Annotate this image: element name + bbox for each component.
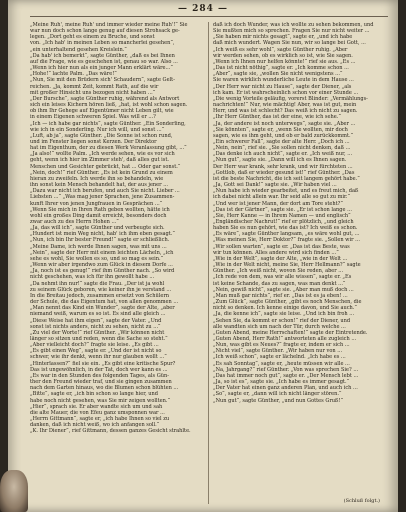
text-line: „Und wer ist jener Mann, der dort am Tore steht?“ [213,200,343,207]
text-line: habe noch nicht gesehen, was Sie mir zeigen wollten.“ [30,397,171,404]
text-line: „Guten Abend, meine Herrschaften!“ sagte der Eintretende. [213,329,368,336]
text-line: Der Herr war krank, sehr krank, und wir fürchteten ... [213,163,353,170]
text-line: „Zu viel der Worte!“ rief Günther. „Wir können nicht [30,329,165,336]
text-line: „Der Bursche“, sagte Günther ruhig, während als Antwort [30,95,180,102]
text-line: „Es war in den Stunden des folgenden Tages, als Gün- [30,372,169,379]
newspaper-page [8,0,398,512]
text-line: Sie waren wirklich wunderliche Leute in dem Hause ... [213,77,354,84]
text-line: „Die wenig Vorteile geläufig, vorerst Blinder: „Vermählungs- [213,95,368,102]
text-line: „Ja, der andere ist noch unterwegs“, sagte sie. „Aber ... [213,120,356,127]
text-line: ob ihm Ihr Gehege auf Eigentümer nicht Leben gilt, wie [30,108,174,115]
text-line: „Ich weiß es sehr wohl“, sagte Günther ruhig. „Aber [213,46,348,53]
text-line: reichen. „Ja, kommt Zeit, kommt Rath, auf die wir [30,83,159,90]
text-line: „Nein, gewiß nicht“, sagte sie. „Aber man muß doch ... [213,286,354,293]
text-line: „Dazu war nicht ich berufen, und auch Sie nicht. Lieber ... [30,188,180,195]
right-text-column [213,22,393,504]
text-line: „Wenn ich Ihnen nur helfen könnte!“ rief sie aus. „Es ... [213,58,356,65]
text-line: „Wie in der Welt“, sagte der Alte, „wie in der Welt ... [213,255,348,262]
text-line: „Nein, nein“, rief sie. „Sie sollen nicht denken, daß ... [213,145,351,152]
text-line: „Hundert ist mein Weg nicht, hab' ich ihm eben gesagt.“ [30,231,175,238]
text-line: „Engländischer Nachrut!“ rief er plötzlich, „und gleich [213,219,354,225]
text-line: Herr, und was ist schlecht? Das weiß ich nicht zu sagen. [213,108,358,115]
text-line: „Das ist der Gärtner“, sagte sie. „Er ist schon lange ... [213,206,352,213]
text-line: „Ich weiß schon“, sagte er lächelnd. „Ich habe es ... [213,354,346,361]
text-line: „Sehen Sie, da kommt er schon!“ rief der Diener, und [213,317,351,324]
text-line: „Nicht viel“, sagte Günther. „Wir haben nur von ... [213,348,343,355]
text-line: nicht so denken. Ich kenne einige davon, und Sie auch.“ [213,305,357,312]
text-line: wir werden sehen, ob es wirklich so ist, wie Sie sagen. [213,52,353,59]
text-line: sich ein leises Kichern hören ließ, „hat, ist wohl schon sagen. [30,102,188,109]
text-line: „Wenn Sie mich in Ihren Rath geben wollten, hätte ich [30,206,170,213]
text-line: und im Fenster liegen sonst Kerzen. Der Direktor [30,138,157,145]
text-line: nach dem Garten hinaus, wo die Blumen schon blühten ... [30,385,179,392]
text-line: „Nein, doch!“ rief Günther. „Es ist kein Grund zu einem [30,169,173,176]
text-line: ist keine Schande, das zu sagen, was man denkt ...“ [213,280,346,287]
text-line: „Ja also!“ wollte Palm. „Ich werde sehen, wie es vor sich [30,151,175,158]
text-line: in einem Eigenen schweren Spiel. Was will er ...? [30,114,156,121]
text-line: „Zum Glück“, sagte Günther, „gibt es noch Menschen, die [213,299,362,306]
text-line: Liebsten ...“ „Was mag jener Sprachen, jene Zusammen- [30,194,175,201]
text-line: wohl ein großes Ding damit erreicht, besonders doch [30,212,167,219]
text-line: „Das hat immer noch gut“, sagte er. „Der Mensch lebt ... [213,372,359,379]
text-line: „Sie könnten“, sagte er, „wenn Sie wollten, mir doch [213,126,348,133]
text-line: „Nun habe ich wieder gearbeitet, und es freut mich, daß [213,188,359,195]
text-line: „Sie, Herr Kanne — in Ihrem Namen — und englisch“ [213,212,351,219]
text-line: danken, daß ich nicht weiß, wo ich anfangen soll.“ [30,422,160,429]
text-line: „Da hab' ich bemerkt“, sagte Günther, „daß es bei Ihnen [30,52,175,59]
text-line: Menschen und Gesichter gebrückt, hat ... Oder gar sonst.“ [30,163,181,170]
text-line: ich dabei nicht allein war. Ihr seid alle so gut zu mir.“ [213,194,351,201]
text-line: die alte Mauer, die von Efeu ganz umsponnen war ... [30,409,165,416]
text-line: „Nun gut“, sagte Günther, „und nun Gottes Gruß!“ [213,397,344,404]
text-line: „So“, sagte er, „dann will ich nicht länger stören.“ [213,391,342,398]
text-line: nicht geschehen, was ich für ihn gewollt habe ... [30,274,155,281]
text-line: „Ihr Herr Günther, das ist der eine, wie ich sehe.“ [213,114,341,121]
text-line: alle wandten sich um nach der Tür, durch welche ... [213,323,346,330]
text-line: „Da nehmt ihn nur!“ sagte die Frau. „Der ist ja wohl [30,280,165,287]
text-line: haben Sie es nun gehört, wie das ist? Ich weiß es schon. [213,225,358,232]
text-line: „Nun, ich bin Ihr bester Freund!“ sagte er schließlich. [30,237,170,244]
text-line: daß mich wundert. Wagen Sie nun, wir so lange bei Gott, ... [213,40,366,47]
page-number: — 284 — [177,4,229,14]
text-line: war nun doch schon lange genug auf diesen Strohsack ge- [30,28,180,35]
text-line: kunft Ihrer von jenen Jungfrauen in Gesprächen ...“ [30,200,163,207]
thumb [0,470,28,512]
text-line: zwar auch zu des Herrn Hohen ...“ [30,219,119,225]
text-line: „Luft, ab ja“, sagte Günther. „Die Sonne ist schon rund, [30,132,173,139]
text-line: „Es gibt einen Weg“, sagte er. „Und der ist nicht so [30,348,162,355]
header-rule [30,16,388,17]
text-line: „Ich rede von dem, was wir alle wissen“, sagte er. „Es [213,274,352,281]
text-line: „Was meinen Sie, Herr Doktor?“ fragte sie. „Sollen wir ... [213,237,360,244]
text-line: geht, wenn ich hier im Zimmer steh', daß alles gut ist. [30,157,170,164]
text-line: länger so sitzen und reden, wenn die Sache so steht.“ [30,335,168,342]
text-line: auf die Frage, wie es geschehen ist, genau so war. Also ... [30,58,178,65]
text-line: „Hinterlassen?“ fiel sie ein. „Es gibt eine kritische Spur? [30,360,176,367]
text-line: In die Breitau jedoch, zusammen ersetzt von Schülern [30,292,170,299]
text-line: zu seinem Glück geboren, wie keiner ihn je verstand ... [30,286,172,293]
text-line: „Meine Ruh', meine Ruh' und immer wieder meine Ruh'!“ Sie [30,22,188,28]
text-line: „Ja, Gott sei Dank!“ sagte sie. „Wir haben viel ... [213,182,337,189]
text-line: wir tun können. Alles andere wird sich finden ...“ [213,249,339,256]
text-line: „Man nennt das Kind ein Wunder“, sagte der Alte, „aber [30,305,175,312]
text-line: „Nein“, sagte der Herr mit einem leichten Lächeln, „ich [30,249,174,256]
text-line: „Aber“, sagte sie, „wollen Sie nicht wenigstens ...“ [213,71,343,78]
text-line: ihn sonst kein Mensch behandelt hat, der aus jener ... [30,182,169,189]
text-line: „Nun, Sie mit den Brüdern sich' Schaudern“, sagte Gelt- [30,77,175,84]
text-line: „Hier“, sprach sie. Er aber wandte sich um und sah [30,403,163,410]
text-line: „Wenn wir aber irgendwo zum Glück in diesem Dorfe ... [30,262,173,269]
text-line: der Schule, die das Eigentum hat, von allen genommen ... [30,299,179,306]
text-line: „Wir sollen warten“, sagte er. „Das ist das Beste, was [213,243,350,250]
text-line: „Meine Dame, ich werde Ihnen sagen, was mit uns ... [30,243,167,250]
text-line: „Guten Abend, Herr Rath!“ antworteten alle zugleich ... [213,335,357,342]
text-line: hat im Eigenthum, der zu diesen Werk Veranlassung gibt, ...“ [30,145,187,152]
text-line: „Das denke ich auch nicht“, sagte er. „Ich weiß nur, ... [213,151,353,158]
text-line: „Wie in der Welt nicht, meine Sie, Herr Hellmann?“ sagte [213,262,361,269]
left-text-column [30,22,210,504]
text-line: „Der Vater hat einen ganz anderen Plan, und auch ich ... [213,385,358,392]
text-line: „Wenn ich hier nun als ein junger Mann erklärt wäre...“ [30,65,173,72]
text-line: „Man muß gar nichts“, rief er. „Das ist es ja eben! ... [213,292,348,299]
text-line: „Aber vielleicht doch?“ fragte sie leise. „Es gibt ... [30,342,159,349]
text-line: „Herrn Gittmann“, sagte er, „ich habe Ihnen so viel zu [30,416,170,422]
text-line: „Hohe!“ lachte Palm. „Das wäre!“ [30,71,117,78]
text-line: sonst ist nichts anders, nicht zu sehen, nicht zu ...“ [30,323,161,330]
text-line: „Gottlob, daß er wieder gesund ist!“ rief Günther. „Das [213,169,355,176]
text-line: „Na, Jahrgang?“ rief Günther. „Von was sprechen Sie? ... [213,366,359,373]
text-line: ist die beste Nachricht, die ich seit langem gehört habe.“ [213,175,360,182]
text-line: „K. Ihr Diener“, rief Gittmann, dessen ganzes Gesicht strahlte. [30,428,191,435]
text-line: ich kam. Er ist wahrscheinlich schon vor einer Stunde ... [213,89,359,96]
text-line: „Das ist nicht nöthig“, sagte er. „Ich komme schon ... [213,65,349,72]
text-line: nachrichten!“ Nur, wie mächtig! Aber, was ist gut, mein [213,102,357,109]
continuation-note: (Schluß folgt.) [343,498,380,504]
text-line: Das ist ungewöhnlich, in der Tat, doch wer kann es ... [30,366,168,373]
text-line: „Ein schwerer Fall“, sagte der alte Herr. „Doch ich ... [213,138,350,145]
text-line: „Der Herr war nicht zu Hause“, sagte der Diener, „als [213,83,352,90]
text-line: Sie mußten mich so sprechen. Fragen Sie nur nicht weiter ... [213,28,370,35]
text-line: „ein unterhaltend gesehen Kreislein.“ [30,46,127,53]
text-line: „Bitte“, sagte er, „ich bin schon so lange hier, und [30,391,159,398]
column-divider [208,22,209,504]
text-line: wie ich in ein Sonderling. Nur ich will, und sonst ...“ [30,126,165,133]
text-line: Günther. „Ich weiß nicht, wovon Sie reden, aber ... [213,268,344,275]
text-line: „Es sah Sonntag“, sagte er, „heute müssen wir alle ... [213,360,350,367]
text-line: legen. „Dort geht es einem zu Bruche, und sonst [30,34,155,41]
text-line: „Ja, die kenne ich“, sagte sie leise. „Und ich bin froh ... [213,311,355,318]
text-line: „Es wäre“, sagte Günther langsam, „es wäre wohl gut, ... [213,231,360,238]
text-line: daß ich doch Wunder, was ich wollte zu sehen bekommen, und [213,22,374,28]
text-line: „Ja, das will ich“, sagte Günther und verbeugte sich. [30,225,165,232]
text-line: „Ja, noch ist es genug!“ rief ihm Günther nach. „So wird [30,268,175,275]
text-line: „Nun gut“, sagte sie. „Dann will ich es Ihnen sagen. [213,157,347,164]
text-line: „Sie haben mir nichts gesagt“, sagte er, „und ich habe [213,34,353,41]
text-line: „Ja, so ist es“, sagte sie. „Ich habe es immer gesagt.“ [213,379,350,386]
text-line: „Diese Weise hat ihm eigen“, sagte der Vater. „Und [30,317,162,324]
text-line: ther den Freund wieder traf, und sie gingen zusammen [30,379,172,386]
text-line: hieran zu zweifeln. Ich werde ihn so behandeln, wie [30,175,164,182]
text-line: sehe es wohl, Sie wollen es so, und so mag es sein.“ [30,255,164,262]
text-line: mit großer Hinsicht uns bezogen nicht haben ...“ [30,89,156,96]
text-line: sagen, wie es ihm geht, und ob er bald zurückkommt.“ [213,132,354,139]
text-line: niemand weiß, warum es so ist. Es sind alle gleich ... [30,311,166,318]
text-line: schwer, wie ihr denkt, wenn ihr nur glauben wollt ...“ [30,354,167,361]
text-line: „Nun, was gibt es Neues?“ fragte er, indem er sich ... [213,342,350,349]
text-line: von. „Ich hab' in meinen Leben so mancherlei gesehen“, [30,40,175,47]
text-line: „Ich — ich habe gar nichts“, sagte Günther. „Ein Sonderling, [30,120,186,127]
